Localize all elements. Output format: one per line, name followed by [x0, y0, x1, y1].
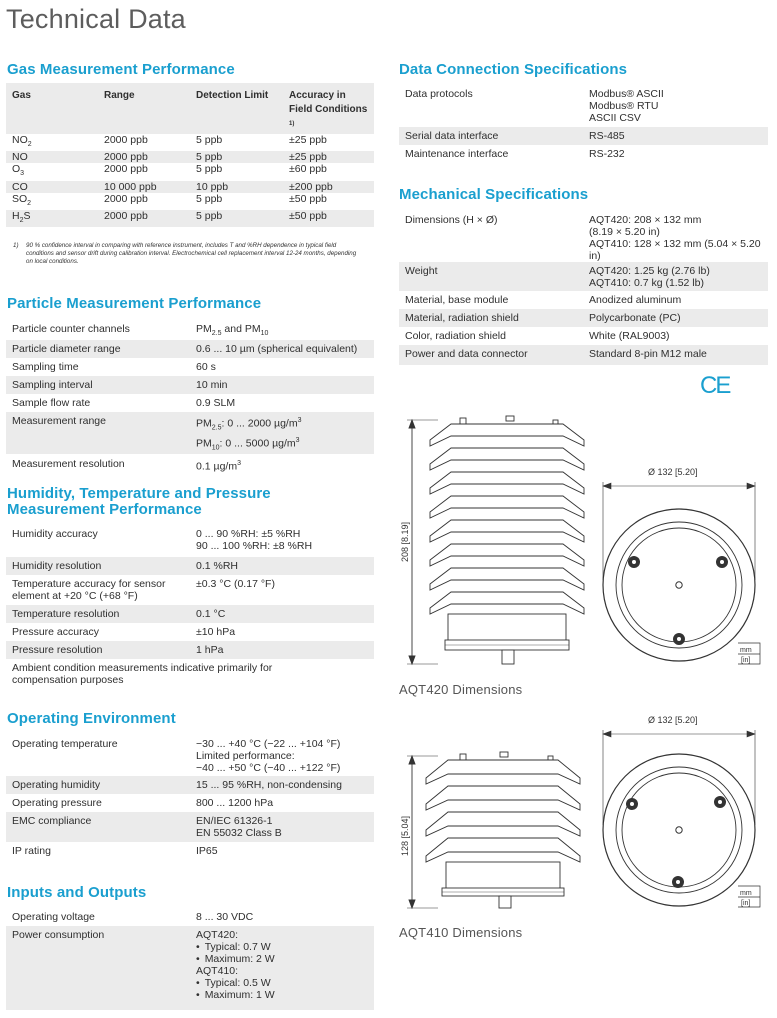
humidity-section-title: Humidity, Temperature and Pressure Measurement Performance — [7, 485, 271, 518]
gas-accuracy: ±50 ppb — [289, 192, 327, 205]
inputs-table — [6, 907, 374, 1010]
spec-label: Operating pressure — [12, 797, 102, 809]
mechanical-row — [399, 327, 768, 345]
spec-label: Sampling interval — [6, 376, 190, 394]
spec-label: Temperature accuracy for sensor element at +20 °C (+68 °F) — [12, 578, 166, 602]
aqt420-side-drawing — [398, 412, 598, 672]
spec-value: 0.1 %RH — [190, 557, 374, 575]
particle-row — [6, 394, 374, 412]
gas-section-title: Gas Measurement Performance — [7, 61, 235, 78]
gas-accuracy: ±50 ppb — [283, 210, 374, 227]
particle-row — [6, 412, 374, 454]
operating-row — [6, 733, 374, 776]
operating-row — [6, 842, 374, 862]
aqt420-caption: AQT420 Dimensions — [399, 682, 523, 697]
spec-value: 0.1 $\mu g/m^3$ — [196, 460, 241, 473]
aqt410-unit-in: [in] — [741, 900, 751, 907]
gas-accuracy: ±60 ppb — [289, 163, 327, 176]
gas-limit: 5 ppb — [190, 210, 283, 227]
humidity-note-row — [6, 659, 374, 689]
operating-table — [6, 733, 374, 862]
spec-label: Dimensions (H × Ø) — [405, 214, 498, 226]
gas-limit: 5 ppb — [190, 151, 283, 163]
humidity-row — [6, 623, 374, 641]
spec-label: Data protocols — [405, 88, 473, 100]
data-connection-section-title: Data Connection Specifications — [399, 61, 628, 78]
aqt410-caption: AQT410 Dimensions — [399, 925, 523, 940]
spec-label: Temperature resolution — [6, 605, 190, 623]
aqt410-top-drawing — [598, 710, 768, 910]
spec-label: Particle diameter range — [6, 340, 190, 358]
spec-label: Material, base module — [405, 294, 509, 306]
aqt420-top-drawing — [598, 462, 768, 670]
data-conn-row — [399, 127, 768, 145]
spec-label: Sample flow rate — [12, 397, 91, 410]
spec-value: AQT420: 208 × 132 mm (8.19 × 5.20 in) AQT410: 128 × 132 mm (5.04 × 5.20 in) — [589, 214, 761, 262]
humidity-note: Ambient condition measurements indicative primarily for compensation purposes — [12, 662, 273, 686]
aqt410-diameter-label: Ø 132 [5.20] — [648, 715, 698, 725]
humidity-row — [6, 557, 374, 575]
spec-value: 8 ... 30 VDC — [196, 911, 254, 923]
spec-value: Anodized aluminum — [589, 294, 682, 306]
mechanical-row — [399, 262, 768, 291]
operating-row — [6, 812, 374, 842]
mechanical-row — [399, 309, 768, 327]
spec-value: 1 hPa — [190, 641, 374, 659]
spec-label: IP rating — [12, 845, 51, 857]
spec-value: Modbus® ASCII Modbus® RTU ASCII CSV — [589, 88, 664, 124]
particle-row — [6, 319, 374, 340]
spec-value: 0.6 ... 10 µm (spherical equivalent) — [190, 340, 374, 358]
spec-value: 800 ... 1200 hPa — [196, 797, 274, 809]
operating-row — [6, 794, 374, 812]
spec-value: IP65 — [196, 845, 218, 857]
gas-range: 2000 ppb — [104, 163, 148, 176]
data-conn-row — [399, 83, 768, 127]
inputs-row — [6, 907, 374, 926]
aqt410-unit-mm: mm — [740, 890, 752, 897]
spec-label: Power and data connector — [399, 345, 583, 365]
particle-row — [6, 376, 374, 394]
gas-range: 2000 ppb — [104, 134, 148, 147]
humidity-row — [6, 524, 374, 557]
spec-value: $PM_{2.5}$: 0 ... 2000 $\mu g/m^3$ $PM_{10}$: 0 ... 5000 $\mu g/m^3$ — [190, 412, 374, 454]
gas-name: $H_2S$ — [6, 210, 98, 227]
gas-row — [6, 134, 374, 151]
gas-footnote: 1) 90 % confidence interval in comparing with reference instrument, includes T and %RH dependence in typical field conditions and sensor drift during calibration interval. Electrochemical cell replacement interval 12-24 months, depending on local conditions. — [13, 242, 357, 265]
mechanical-section-title: Mechanical Specifications — [399, 186, 589, 203]
gas-table-header — [6, 83, 374, 134]
spec-label: Sampling time — [12, 361, 79, 374]
spec-label: Measurement resolution — [12, 458, 125, 471]
gas-limit: 5 ppb — [196, 134, 223, 147]
spec-value: Polycarbonate (PC) — [583, 309, 768, 327]
gas-range: 2000 ppb — [98, 210, 190, 227]
spec-value: 0.9 SLM — [196, 397, 236, 410]
spec-label: Measurement range — [6, 412, 190, 454]
spec-value: White (RAL9003) — [589, 330, 670, 342]
aqt420-diameter-label: Ø 132 [5.20] — [648, 467, 698, 477]
mechanical-table — [399, 208, 768, 365]
gas-row — [6, 193, 374, 210]
spec-label: Humidity resolution — [6, 557, 190, 575]
spec-label: Serial data interface — [399, 127, 583, 145]
spec-label: Operating temperature — [12, 738, 118, 750]
aqt420-unit-in: [in] — [741, 657, 751, 664]
gas-limit: 5 ppb — [196, 192, 223, 205]
spec-value: −30 ... +40 °C (−22 ... +104 °F) Limited performance: −40 ... +50 °C (−40 ... +122 °F) — [196, 738, 341, 774]
spec-label: Color, radiation shield — [405, 330, 506, 342]
gas-range: 10 000 ppb — [98, 181, 190, 193]
spec-value: ±10 hPa — [196, 626, 236, 638]
gas-row — [6, 163, 374, 180]
spec-value: RS-485 — [583, 127, 768, 145]
gas-header-limit: Detection Limit — [190, 83, 283, 134]
gas-name: $NO_2$ — [12, 134, 32, 149]
spec-label: Material, radiation shield — [399, 309, 583, 327]
mechanical-row — [399, 208, 768, 262]
gas-table — [6, 83, 374, 227]
spec-label: Operating humidity — [6, 776, 190, 794]
gas-name: NO — [6, 151, 98, 163]
humidity-row — [6, 605, 374, 623]
gas-name: $O_3$ — [12, 163, 25, 178]
spec-value: EN/IEC 61326-1 EN 55032 Class B — [190, 812, 374, 842]
gas-accuracy: ±200 ppb — [283, 181, 374, 193]
spec-label: Weight — [399, 262, 583, 291]
data-conn-row — [399, 145, 768, 165]
operating-row — [6, 776, 374, 794]
spec-value: 10 min — [190, 376, 374, 394]
gas-header-accuracy: Accuracy in Field Conditions $^{1)}$ — [283, 83, 374, 134]
gas-row — [6, 181, 374, 193]
page-title: Technical Data — [6, 4, 186, 34]
humidity-row — [6, 641, 374, 659]
ce-mark-logo: CE — [700, 372, 730, 399]
particle-row — [6, 358, 374, 376]
spec-value: Standard 8-pin M12 male — [583, 345, 768, 365]
particle-row — [6, 454, 374, 474]
inputs-row — [6, 926, 374, 1010]
gas-header-gas: Gas — [6, 83, 98, 134]
gas-limit: 5 ppb — [196, 163, 223, 176]
particle-table — [6, 319, 374, 474]
spec-label: Maintenance interface — [405, 148, 509, 160]
spec-value: RS-232 — [589, 148, 625, 160]
gas-accuracy: ±25 ppb — [289, 134, 327, 147]
spec-value: AQT420: 1.25 kg (2.76 lb) AQT410: 0.7 kg (1.52 lb) — [583, 262, 768, 291]
humidity-row — [6, 575, 374, 605]
data-connection-table — [399, 83, 768, 165]
gas-accuracy: ±25 ppb — [283, 151, 374, 163]
gas-header-range: Range — [98, 83, 190, 134]
inputs-section-title: Inputs and Outputs — [7, 884, 147, 901]
spec-value: 15 ... 95 %RH, non-condensing — [190, 776, 374, 794]
spec-label: Power consumption — [6, 926, 190, 1010]
mechanical-row — [399, 345, 768, 365]
spec-value: 60 s — [196, 361, 216, 374]
particle-row — [6, 340, 374, 358]
gas-range: 2000 ppb — [104, 192, 148, 205]
gas-row — [6, 210, 374, 227]
gas-name: CO — [6, 181, 98, 193]
spec-label: Operating voltage — [12, 911, 95, 923]
mechanical-row — [399, 291, 768, 309]
particle-section-title: Particle Measurement Performance — [7, 295, 262, 312]
gas-range: 2000 ppb — [98, 151, 190, 163]
gas-name: $SO_2$ — [12, 192, 32, 207]
gas-row — [6, 151, 374, 163]
spec-value: $PM_{2.5}$ and $PM_{10}$ — [196, 323, 269, 338]
spec-value: 0 ... 90 %RH: ±5 %RH 90 ... 100 %RH: ±8 %RH — [196, 528, 313, 552]
spec-value: AQT420: • Typical: 0.7 W • Maximum: 2 W AQT410: • Typical: 0.5 W • Maximum: 1 W — [190, 926, 374, 1010]
gas-limit: 10 ppb — [190, 181, 283, 193]
operating-section-title: Operating Environment — [7, 710, 176, 727]
spec-label: Pressure accuracy — [12, 626, 99, 638]
aqt410-height-label: 128 [5.04] — [400, 815, 410, 856]
spec-label: EMC compliance — [6, 812, 190, 842]
humidity-table — [6, 524, 374, 689]
aqt420-height-label: 208 [8.19] — [400, 521, 410, 562]
spec-label: Particle counter channels — [12, 323, 130, 335]
spec-value: ±0.3 °C (0.17 °F) — [196, 578, 275, 590]
aqt420-unit-mm: mm — [740, 647, 752, 654]
spec-label: Pressure resolution — [6, 641, 190, 659]
aqt410-side-drawing — [398, 748, 598, 913]
spec-label: Humidity accuracy — [12, 528, 98, 540]
spec-value: 0.1 °C — [190, 605, 374, 623]
